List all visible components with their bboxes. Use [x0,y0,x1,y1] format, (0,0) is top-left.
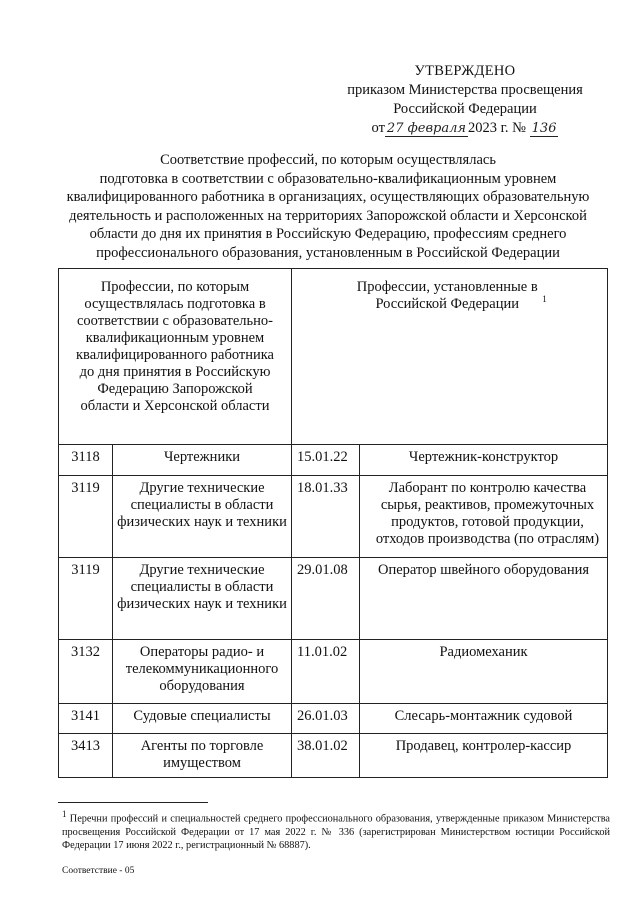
handwritten-date: 27 февраля [386,121,466,136]
code-cell: 3141 [59,704,113,734]
footnote-number: 1 [62,809,67,819]
page-footer: Соответствие - 05 [62,866,135,876]
name-cell: Судовые специалисты [113,704,292,734]
rf-name-cell: Продавец, контролер-кассир [360,734,608,778]
title-line: профессионального образования, установленным в Российской Федерации [96,244,560,261]
title-line: области до дня их принятия в Российскую Федерацию, профессиям среднего [89,226,567,243]
rf-code-cell: 38.01.02 [292,734,360,778]
title-line: подготовка в соответствии с образовательно-квалификационным уровнем [99,170,557,187]
rf-name-cell: Радиомеханик [360,640,608,704]
approval-block [330,62,600,138]
name-cell: Другие технические специалисты в области физических наук и техники [113,558,292,640]
approval-date-line [330,119,600,138]
table-row [59,445,608,476]
code-cell: 3118 [59,445,113,476]
rf-name-cell: Слесарь-монтажник судовой [360,704,608,734]
name-cell: Операторы радио- и телекоммуникационного оборудования [113,640,292,704]
header-left-cell: Профессии, по которым осуществлялась подготовка в соответствии с образовательно-квалификационным уровнем квалифицированного работника до дня принятия в Российскую Федерацию Запорожской области и Херсонской области [59,269,292,445]
table-row [59,558,608,640]
approval-heading: УТВЕРЖДЕНО [414,63,516,79]
handwritten-number: 136 [531,121,557,136]
title-line: квалифицированного работника в организациях, осуществляющих образовательную [66,189,590,206]
code-cell: 3132 [59,640,113,704]
name-cell: Агенты по торговле имуществом [113,734,292,778]
name-cell: Чертежники [113,445,292,476]
code-cell: 3413 [59,734,113,778]
header-right-cell [292,269,608,445]
footnote-text: Перечни профессий и специальностей среднего профессионального образования, утвержденные приказом Министерства просвещения Российской Федерации от 17 мая 2022 г. № 336 (зарегистрирован Министерством юстиции Российской Федерации 17 июня 2022 г., регистрационный № 68887). [62,813,610,851]
rf-name-cell: Оператор швейного оборудования [360,558,608,640]
approval-line-1: приказом Министерства просвещения [347,82,583,98]
title-line: деятельность и расположенных на территориях Запорожской области и Херсонской [69,207,587,224]
date-suffix: 2023 г. № [468,120,527,136]
correspondence-table [58,268,608,778]
header-right-text: Профессии, установленные в Российской Федерации [356,279,538,312]
footnote-mark: 1 [542,294,547,305]
code-cell: 3119 [59,476,113,558]
table-row [59,704,608,734]
table-row [59,734,608,778]
code-cell: 3119 [59,558,113,640]
rf-code-cell: 29.01.08 [292,558,360,640]
table-row [59,640,608,704]
table-row [59,476,608,558]
footnote-divider [58,802,208,803]
date-prefix: от [371,120,385,136]
document-title [48,151,608,263]
footnote [62,808,610,852]
rf-code-cell: 15.01.22 [292,445,360,476]
table-header-row [59,269,608,445]
name-cell: Другие технические специалисты в области физических наук и техники [113,476,292,558]
rf-code-cell: 11.01.02 [292,640,360,704]
rf-name-cell: Лаборант по контролю качества сырья, реактивов, промежуточных продуктов, готовой продукции, отходов производства (по отраслям) [360,476,608,558]
rf-code-cell: 18.01.33 [292,476,360,558]
approval-line-2: Российской Федерации [393,101,537,117]
rf-code-cell: 26.01.03 [292,704,360,734]
title-line: Соответствие профессий, по которым осуществлялась [160,152,496,168]
rf-name-cell: Чертежник-конструктор [360,445,608,476]
